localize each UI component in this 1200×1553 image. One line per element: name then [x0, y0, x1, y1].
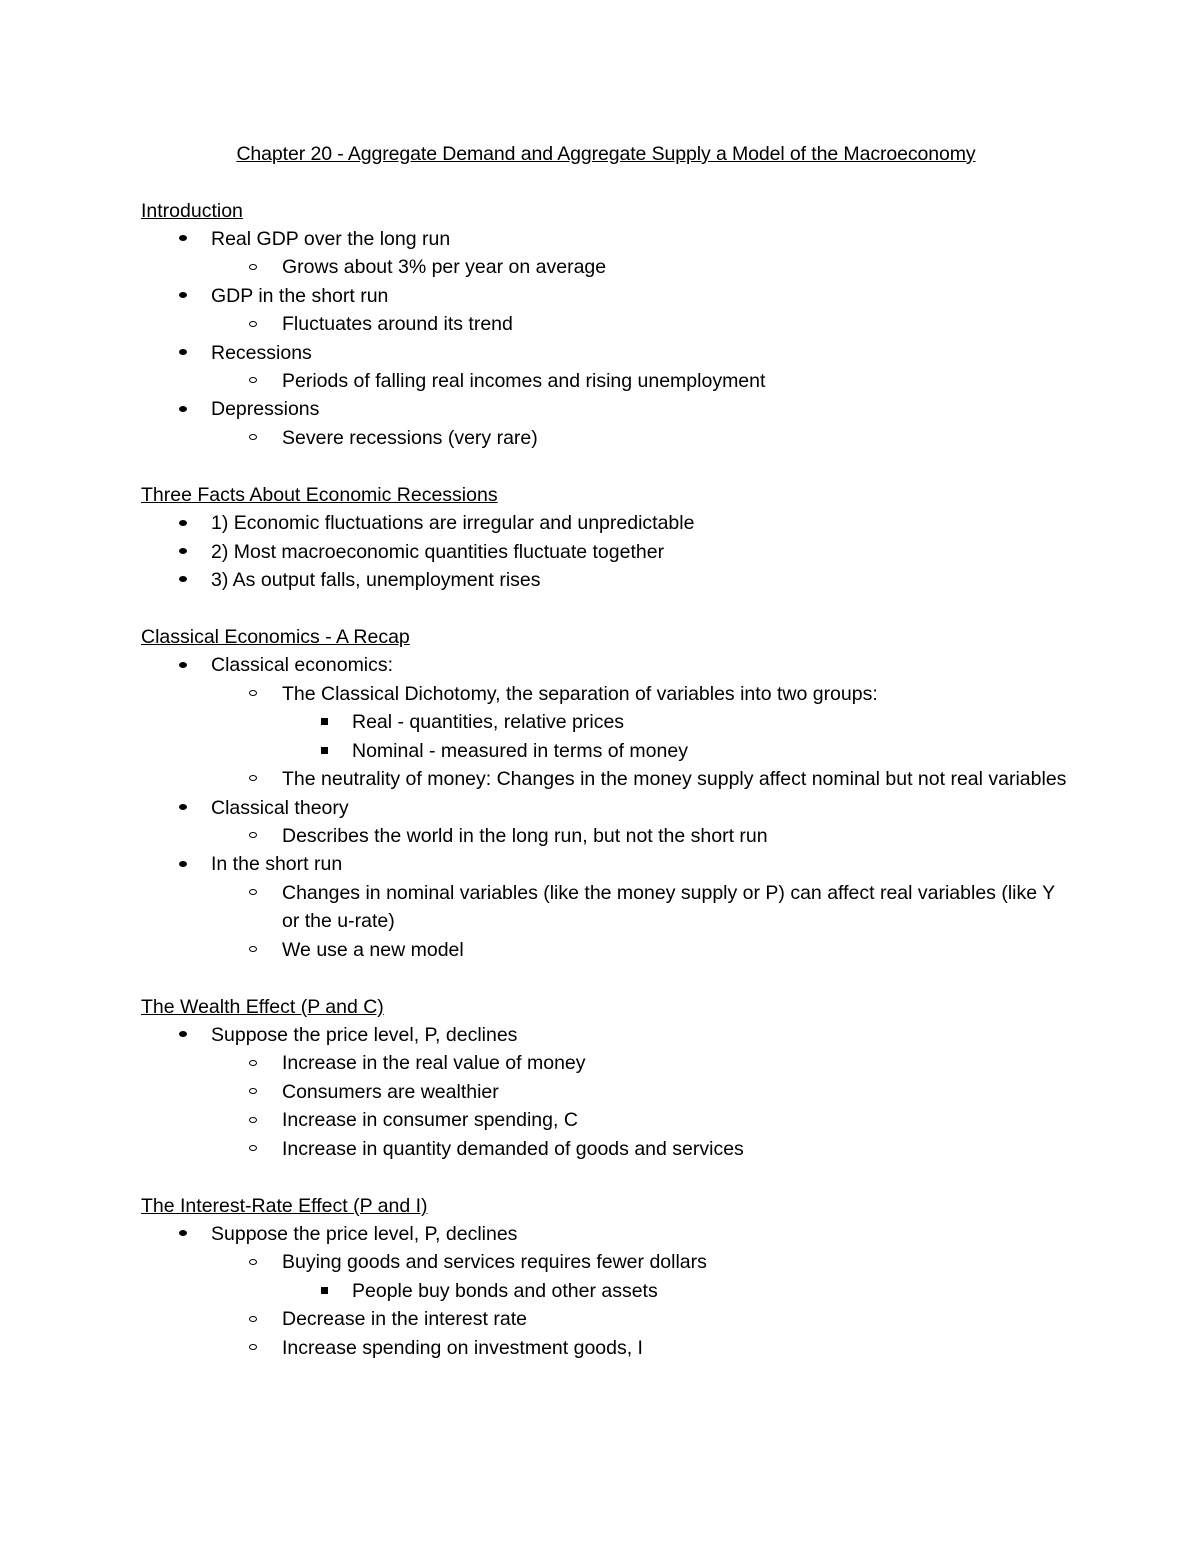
list-item: Changes in nominal variables (like the money supply or P) can affect real variables (like Y or the u-rate) [141, 879, 1071, 936]
filled-circle-bullet-icon [173, 850, 193, 878]
list-item: Severe recessions (very rare) [141, 424, 1071, 452]
filled-circle-bullet-icon [173, 794, 193, 822]
hollow-circle-bullet-icon [243, 1049, 263, 1077]
list-item: 1) Economic fluctuations are irregular and unpredictable [141, 509, 1071, 537]
hollow-circle-bullet-icon [243, 367, 263, 395]
list-item: 3) As output falls, unemployment rises [141, 566, 1071, 594]
list-item: Real - quantities, relative prices [141, 708, 1071, 736]
section-heading: The Wealth Effect (P and C) [141, 995, 384, 1018]
hollow-circle-bullet-icon [243, 424, 263, 452]
list-item: Classical economics: [141, 651, 1071, 679]
hollow-circle-bullet-icon [243, 822, 263, 850]
hollow-circle-bullet-icon [243, 680, 263, 708]
list-item: The Classical Dichotomy, the separation of variables into two groups: [141, 680, 1071, 708]
hollow-circle-bullet-icon [243, 1106, 263, 1134]
section-interest-rate-effect [141, 1192, 1071, 1362]
section-three-facts [141, 481, 1071, 594]
section-introduction [141, 197, 1071, 452]
filled-circle-bullet-icon [173, 1021, 193, 1049]
list-item: GDP in the short run [141, 282, 1071, 310]
list-item: Suppose the price level, P, declines [141, 1021, 1071, 1049]
hollow-circle-bullet-icon [243, 879, 263, 907]
hollow-circle-bullet-icon [243, 253, 263, 281]
square-bullet-icon [314, 737, 334, 765]
list-item: Nominal - measured in terms of money [141, 737, 1071, 765]
bullet-list [141, 651, 1071, 963]
filled-circle-bullet-icon [173, 395, 193, 423]
hollow-circle-bullet-icon [243, 1135, 263, 1163]
bullet-list [141, 1220, 1071, 1362]
section-wealth-effect [141, 993, 1071, 1163]
list-item: Classical theory [141, 794, 1071, 822]
list-item: Periods of falling real incomes and rising unemployment [141, 367, 1071, 395]
list-item: Buying goods and services requires fewer dollars [141, 1248, 1071, 1276]
hollow-circle-bullet-icon [243, 1305, 263, 1333]
filled-circle-bullet-icon [173, 566, 193, 594]
filled-circle-bullet-icon [173, 538, 193, 566]
filled-circle-bullet-icon [173, 225, 193, 253]
bullet-list [141, 509, 1071, 594]
list-item: Fluctuates around its trend [141, 310, 1071, 338]
list-item: Decrease in the interest rate [141, 1305, 1071, 1333]
hollow-circle-bullet-icon [243, 936, 263, 964]
list-item: Increase in quantity demanded of goods and services [141, 1135, 1071, 1163]
hollow-circle-bullet-icon [243, 1248, 263, 1276]
document-page [141, 140, 1071, 1391]
hollow-circle-bullet-icon [243, 765, 263, 793]
section-heading: The Interest-Rate Effect (P and I) [141, 1194, 428, 1217]
section-heading: Three Facts About Economic Recessions [141, 484, 498, 507]
filled-circle-bullet-icon [173, 1220, 193, 1248]
list-item: Describes the world in the long run, but not the short run [141, 822, 1071, 850]
hollow-circle-bullet-icon [243, 1334, 263, 1362]
filled-circle-bullet-icon [173, 339, 193, 367]
list-item: We use a new model [141, 936, 1071, 964]
list-item: Recessions [141, 339, 1071, 367]
filled-circle-bullet-icon [173, 282, 193, 310]
list-item: The neutrality of money: Changes in the money supply affect nominal but not real variables [141, 765, 1071, 793]
list-item: Increase in the real value of money [141, 1049, 1071, 1077]
bullet-list [141, 225, 1071, 452]
list-item: Suppose the price level, P, declines [141, 1220, 1071, 1248]
list-item: Increase in consumer spending, C [141, 1106, 1071, 1134]
list-item: Depressions [141, 395, 1071, 423]
list-item: 2) Most macroeconomic quantities fluctuate together [141, 538, 1071, 566]
hollow-circle-bullet-icon [243, 310, 263, 338]
document-title: Chapter 20 - Aggregate Demand and Aggregate Supply a Model of the Macroeconomy [236, 143, 976, 165]
list-item: Consumers are wealthier [141, 1078, 1071, 1106]
section-heading: Introduction [141, 200, 243, 222]
list-item: People buy bonds and other assets [141, 1277, 1071, 1305]
filled-circle-bullet-icon [173, 509, 193, 537]
square-bullet-icon [314, 708, 334, 736]
bullet-list [141, 1021, 1071, 1163]
square-bullet-icon [314, 1277, 334, 1305]
section-classical-economics [141, 623, 1071, 963]
filled-circle-bullet-icon [173, 651, 193, 679]
list-item: Real GDP over the long run [141, 225, 1071, 253]
hollow-circle-bullet-icon [243, 1078, 263, 1106]
list-item: Increase spending on investment goods, I [141, 1334, 1071, 1362]
section-heading: Classical Economics - A Recap [141, 626, 410, 649]
list-item: Grows about 3% per year on average [141, 253, 1071, 281]
list-item: In the short run [141, 850, 1071, 878]
